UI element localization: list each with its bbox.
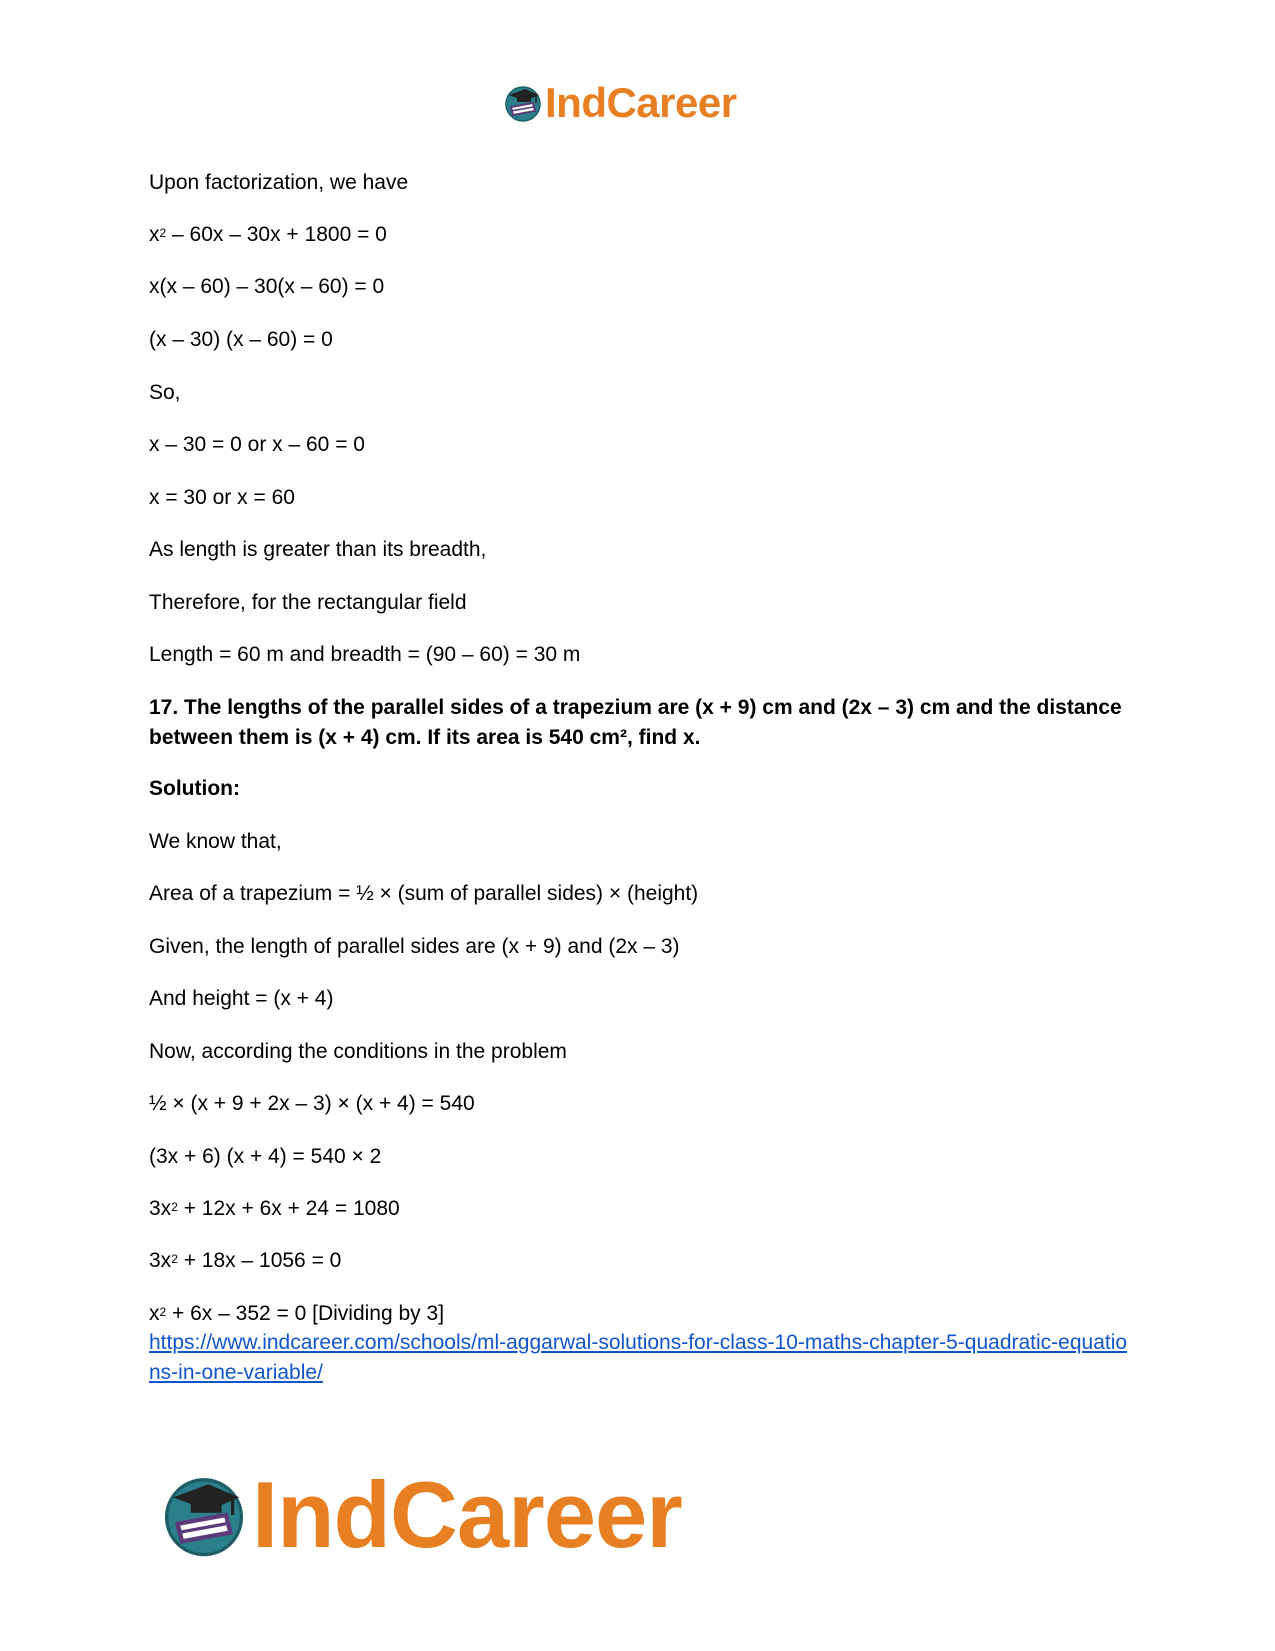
equation-line: x(x – 60) – 30(x – 60) = 0 [149, 275, 385, 298]
text-line: So, [149, 381, 181, 404]
text-line: Given, the length of parallel sides are (x + 9) and (2x – 3) [149, 935, 680, 958]
text-line: As length is greater than its breadth, [149, 538, 487, 561]
equation-line: x – 30 = 0 or x – 60 = 0 [149, 433, 365, 456]
graduation-cap-book-globe-icon [160, 1471, 248, 1559]
equation-line: $3x^2 + 12x + 6x + 24 = 1080$ [149, 1197, 400, 1220]
text-line: Upon factorization, we have [149, 171, 409, 194]
text-line: Now, according the conditions in the problem [149, 1040, 567, 1063]
logo-text: IndCareer [545, 79, 737, 126]
equation-line: (x – 30) (x – 60) = 0 [149, 328, 333, 351]
source-link[interactable]: https://www.indcareer.com/schools/ml-aggarwal-solutions-for-class-10-maths-chapter-5-quadratic-equations-in-one-variable/ [149, 1331, 1128, 1384]
question-17: 17. The lengths of the parallel sides of a trapezium are (x + 9) cm and (2x – 3) cm and the distance between them is (x + 4) cm. If its area is 540 cm², find x. [149, 696, 1122, 749]
equation-line: (3x + 6) (x + 4) = 540 × 2 [149, 1145, 382, 1168]
solution-heading: Solution: [149, 777, 240, 800]
equation-line: $x^2 + 6x - 352 = 0$ [Dividing by 3] [149, 1302, 445, 1325]
text-line: And height = (x + 4) [149, 987, 334, 1010]
graduation-cap-book-globe-icon [503, 83, 543, 123]
equation-line: ½ × (x + 9 + 2x – 3) × (x + 4) = 540 [149, 1092, 475, 1115]
equation-line: $3x^2 + 18x - 1056 = 0$ [149, 1249, 342, 1272]
logo-text: IndCareer [252, 1462, 682, 1567]
text-line: Therefore, for the rectangular field [149, 591, 467, 614]
text-line: Length = 60 m and breadth = (90 – 60) = 30 m [149, 643, 581, 666]
equation-line: x = 30 or x = 60 [149, 486, 295, 509]
footer-logo [160, 1462, 682, 1567]
text-line: Area of a trapezium = ½ × (sum of parallel sides) × (height) [149, 882, 699, 905]
text-line: We know that, [149, 830, 282, 853]
equation-line: $x^2 - 60x - 30x + 1800 = 0$ [149, 223, 387, 246]
header-logo [503, 80, 737, 126]
